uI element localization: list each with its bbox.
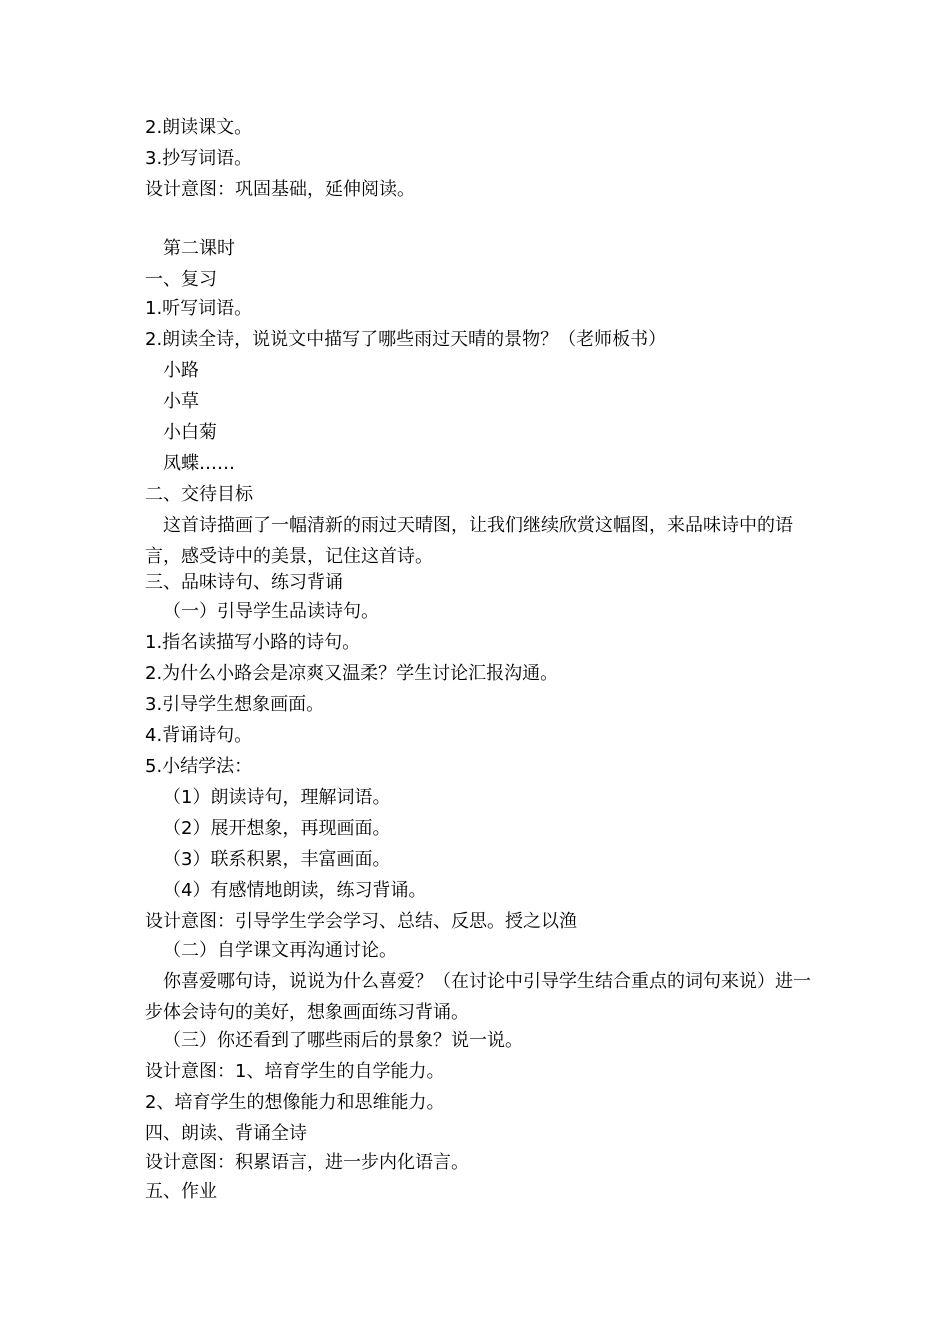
- list-item: （2）展开想象，再现画面。: [163, 818, 391, 839]
- text-line: 5.小结学法：: [145, 756, 253, 777]
- subsection-heading: （一）引导学生品读诗句。: [163, 601, 379, 622]
- section-heading: 四、朗读、背诵全诗: [145, 1123, 307, 1144]
- paragraph: 这首诗描画了一幅清新的雨过天晴图，让我们继续欣赏这幅图，来品味诗中的语言，感受诗中的美景，记住这首诗。: [145, 515, 793, 567]
- section-heading: 一、复习: [145, 269, 217, 290]
- section-heading: 五、作业: [145, 1181, 217, 1202]
- list-item: （1）朗读诗句，理解词语。: [163, 787, 391, 808]
- text-line: 2.为什么小路会是凉爽又温柔？学生讨论汇报沟通。: [145, 663, 559, 684]
- text-line: 3.抄写词语。: [145, 148, 253, 169]
- board-item: 凤蝶……: [163, 453, 235, 474]
- text-line: 4.背诵诗句。: [145, 725, 253, 746]
- board-item: 小路: [163, 360, 199, 381]
- text-line: 3.引导学生想象画面。: [145, 694, 325, 715]
- subsection-heading: （三）你还看到了哪些雨后的景象？说一说。: [163, 1030, 523, 1051]
- text-line: 设计意图：巩固基础，延伸阅读。: [145, 179, 415, 200]
- list-item: （3）联系积累，丰富画面。: [163, 849, 391, 870]
- text-line: 2、培育学生的想像能力和思维能力。: [145, 1092, 445, 1113]
- section-heading: 三、品味诗句、练习背诵: [145, 572, 343, 593]
- list-item: （4）有感情地朗读，练习背诵。: [163, 880, 427, 901]
- section-heading: 二、交待目标: [145, 484, 253, 505]
- design-intent: 设计意图：引导学生学会学习、总结、反思。授之以渔: [145, 911, 577, 932]
- text-line: 1.指名读描写小路的诗句。: [145, 632, 361, 653]
- design-intent: 设计意图：积累语言，进一步内化语言。: [145, 1152, 469, 1173]
- text-line: 2.朗读全诗，说说文中描写了哪些雨过天晴的景物？（老师板书）: [145, 329, 667, 350]
- lesson-heading: 第二课时: [163, 238, 235, 259]
- board-item: 小白菊: [163, 422, 217, 443]
- text-line: 1.听写词语。: [145, 298, 253, 319]
- paragraph: 你喜爱哪句诗，说说为什么喜爱？（在讨论中引导学生结合重点的词句来说）进一步体会诗句的美好，想象画面练习背诵。: [145, 971, 811, 1023]
- board-item: 小草: [163, 391, 199, 412]
- subsection-heading: （二）自学课文再沟通讨论。: [163, 940, 397, 961]
- design-intent: 设计意图：1、培育学生的自学能力。: [145, 1061, 445, 1082]
- text-line: 2.朗读课文。: [145, 117, 253, 138]
